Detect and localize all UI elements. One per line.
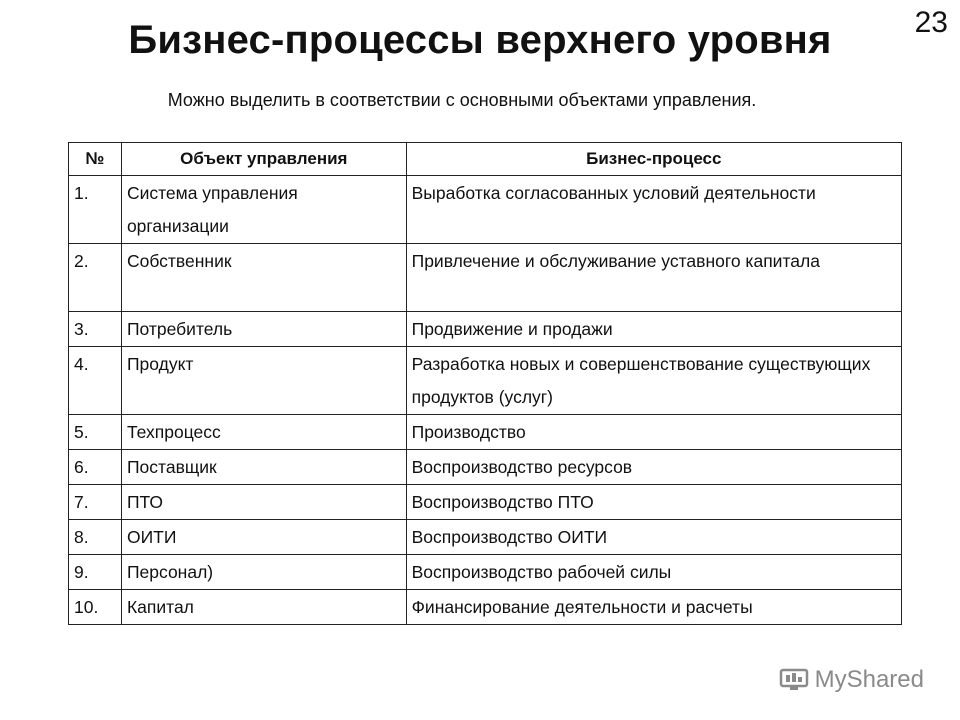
row-object: Собственник [121, 244, 406, 312]
row-process: Воспроизводство рабочей силы [406, 555, 901, 590]
row-process: Привлечение и обслуживание уставного капитала [406, 244, 901, 312]
row-number: 7. [69, 485, 122, 520]
row-process: Воспроизводство ПТО [406, 485, 901, 520]
row-number: 9. [69, 555, 122, 590]
row-number: 10. [69, 590, 122, 625]
row-object: ОИТИ [121, 520, 406, 555]
header-process: Бизнес-процесс [406, 143, 901, 176]
table-row [69, 415, 902, 450]
page-subtitle: Можно выделить в соответствии с основными объектами управления. [167, 90, 757, 110]
table-header-row [69, 143, 902, 176]
row-object: Капитал [121, 590, 406, 625]
business-process-table [68, 142, 902, 625]
row-process: Воспроизводство ОИТИ [406, 520, 901, 555]
page-title: Бизнес-процессы верхнего уровня [128, 18, 832, 62]
watermark-text: MyShared [814, 666, 924, 693]
row-process: Финансирование деятельности и расчеты [406, 590, 901, 625]
table-row [69, 590, 902, 625]
header-number: № [69, 143, 122, 176]
row-process: Производство [406, 415, 901, 450]
row-object: Персонал) [121, 555, 406, 590]
table-row [69, 555, 902, 590]
header-object: Объект управления [121, 143, 406, 176]
row-number: 8. [69, 520, 122, 555]
table-row [69, 312, 902, 347]
row-process: Воспроизводство ресурсов [406, 450, 901, 485]
row-number: 6. [69, 450, 122, 485]
table-row [69, 347, 902, 415]
table-row [69, 485, 902, 520]
row-object: Система управления организации [121, 176, 406, 244]
table-row [69, 520, 902, 555]
slide-number: 23 [914, 6, 948, 39]
row-object: Поставщик [121, 450, 406, 485]
myshared-watermark [779, 666, 924, 694]
table-row [69, 176, 902, 244]
row-object: Потребитель [121, 312, 406, 347]
row-number: 1. [69, 176, 122, 244]
table-row [69, 244, 902, 312]
row-number: 2. [69, 244, 122, 312]
row-process: Разработка новых и совершенствование существующих продуктов (услуг) [406, 347, 901, 415]
myshared-logo-icon [779, 667, 809, 693]
table-row [69, 450, 902, 485]
row-object: Продукт [121, 347, 406, 415]
row-number: 4. [69, 347, 122, 415]
row-object: Техпроцесс [121, 415, 406, 450]
row-process: Выработка согласованных условий деятельности [406, 176, 901, 244]
row-process: Продвижение и продажи [406, 312, 901, 347]
row-object: ПТО [121, 485, 406, 520]
row-number: 5. [69, 415, 122, 450]
row-number: 3. [69, 312, 122, 347]
